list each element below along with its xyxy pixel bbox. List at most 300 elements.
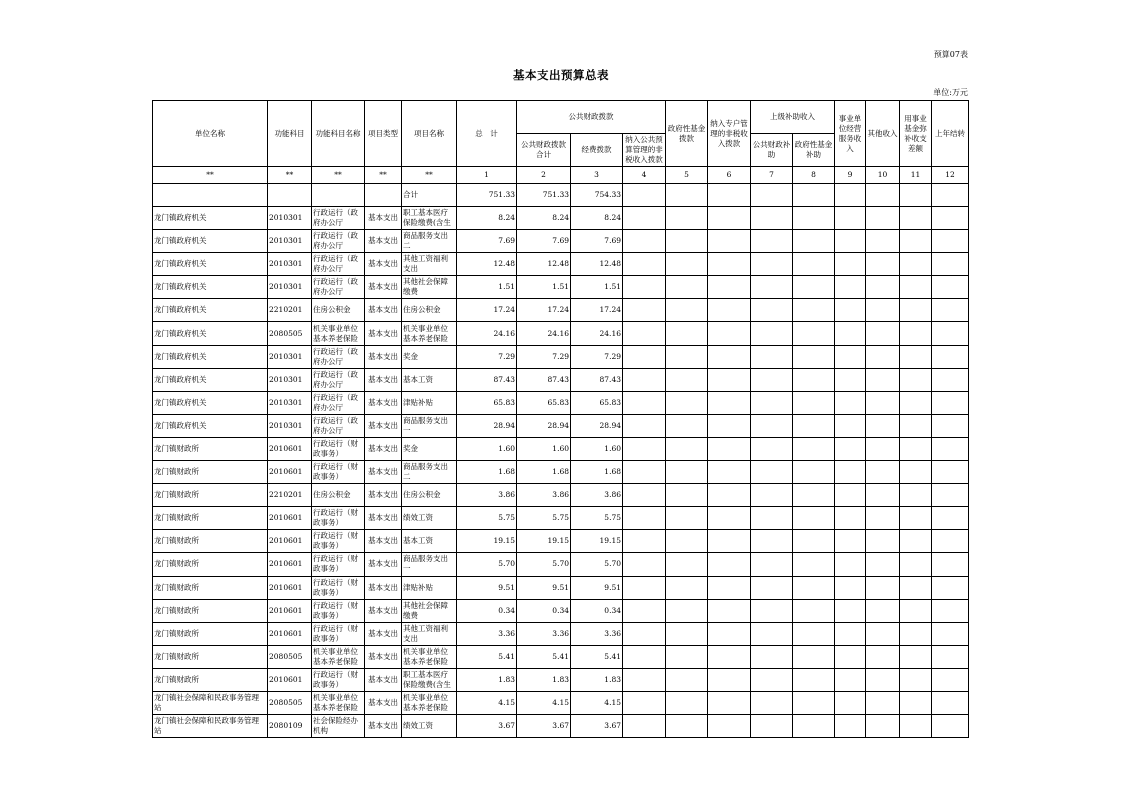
unit-name-cell bbox=[153, 668, 268, 691]
item-type-cell bbox=[365, 230, 402, 253]
empty-cell bbox=[932, 461, 969, 484]
total-cell bbox=[457, 414, 517, 437]
funding-cell bbox=[571, 691, 623, 714]
table-row bbox=[153, 322, 969, 345]
empty-cell bbox=[751, 437, 793, 460]
funding-cell-text: 4.15 bbox=[604, 698, 621, 708]
item-type-cell bbox=[365, 414, 402, 437]
empty-cell bbox=[708, 645, 751, 668]
empty-cell bbox=[751, 414, 793, 437]
unit-name-cell-text: 龙门镇财政所 bbox=[154, 559, 199, 569]
unit-name-cell-text: 龙门镇政府机关 bbox=[154, 351, 207, 361]
table-row bbox=[153, 276, 969, 299]
func-code-cell-text: 2080505 bbox=[269, 328, 303, 338]
item-type-cell-text: 基本支出 bbox=[368, 490, 398, 500]
total-cell-text: 9.51 bbox=[498, 582, 515, 592]
empty-cell bbox=[666, 414, 708, 437]
empty-cell bbox=[751, 622, 793, 645]
func-name-cell-text: 机关事业单位基本养老保险 bbox=[313, 693, 358, 713]
funding-cell bbox=[571, 230, 623, 253]
funding-cell bbox=[571, 645, 623, 668]
func-code-cell-text: 2210201 bbox=[269, 305, 303, 315]
empty-cell bbox=[708, 484, 751, 507]
public-finance-sub-cell-text: 4.15 bbox=[552, 698, 569, 708]
unit-name-cell-text: 龙门镇财政所 bbox=[154, 467, 199, 477]
index-cell: ** bbox=[268, 167, 312, 184]
index-cell: 2 bbox=[517, 167, 571, 184]
item-name-cell bbox=[402, 576, 457, 599]
public-finance-sub-cell-text: 24.16 bbox=[547, 328, 569, 338]
total-cell bbox=[457, 207, 517, 230]
empty-cell bbox=[866, 207, 900, 230]
item-type-cell-text: 基本支出 bbox=[368, 305, 398, 315]
item-name-cell bbox=[402, 507, 457, 530]
total-cell-text: 7.29 bbox=[498, 351, 515, 361]
col-special-non-tax: 纳入专户管理的非税收入拨款 bbox=[708, 101, 751, 167]
empty-cell bbox=[900, 622, 932, 645]
empty-cell bbox=[932, 345, 969, 368]
table-row bbox=[153, 715, 969, 738]
empty-cell bbox=[793, 230, 835, 253]
public-finance-sub-cell bbox=[517, 645, 571, 668]
empty-cell bbox=[751, 322, 793, 345]
empty-cell bbox=[708, 207, 751, 230]
empty-cell bbox=[751, 299, 793, 322]
item-name-cell bbox=[402, 553, 457, 576]
func-code-cell bbox=[268, 507, 312, 530]
item-name-cell-text: 基本工资 bbox=[403, 374, 433, 384]
item-name-cell-text: 职工基本医疗保险缴费(含生 bbox=[403, 669, 451, 689]
func-code-cell bbox=[268, 437, 312, 460]
empty-cell bbox=[623, 599, 666, 622]
item-name-cell-text: 职工基本医疗保险缴费(含生 bbox=[403, 208, 451, 228]
func-name-cell bbox=[312, 484, 365, 507]
func-code-cell-text: 2010301 bbox=[269, 397, 303, 407]
unit-name-cell-text: 龙门镇政府机关 bbox=[154, 420, 207, 430]
public-finance-sub-cell bbox=[517, 507, 571, 530]
func-code-cell-text: 2010601 bbox=[269, 443, 303, 453]
empty-cell bbox=[835, 345, 866, 368]
funding-cell-text: 8.24 bbox=[604, 213, 621, 223]
table-row bbox=[153, 484, 969, 507]
table-row bbox=[153, 507, 969, 530]
public-finance-sub-cell bbox=[517, 484, 571, 507]
table-row bbox=[153, 576, 969, 599]
empty-cell bbox=[900, 230, 932, 253]
unit-name-cell-text: 龙门镇财政所 bbox=[154, 605, 199, 615]
col-superior-public: 公共财政补助 bbox=[751, 134, 793, 167]
total-row bbox=[153, 184, 969, 207]
table-row bbox=[153, 645, 969, 668]
unit-name-cell-text: 龙门镇政府机关 bbox=[154, 282, 207, 292]
funding-cell-text: 3.67 bbox=[604, 721, 621, 731]
public-finance-sub-cell-text: 3.36 bbox=[552, 628, 569, 638]
empty-cell bbox=[793, 437, 835, 460]
item-type-cell-text: 基本支出 bbox=[368, 397, 398, 407]
empty-cell bbox=[751, 207, 793, 230]
func-name-cell bbox=[312, 461, 365, 484]
func-name-cell bbox=[312, 230, 365, 253]
empty-cell bbox=[793, 576, 835, 599]
empty-cell bbox=[835, 253, 866, 276]
total-cell-text: 5.70 bbox=[498, 559, 515, 569]
func-name-cell-text: 行政运行（财政事务） bbox=[313, 462, 358, 482]
index-cell: 1 bbox=[457, 167, 517, 184]
empty-cell bbox=[751, 576, 793, 599]
public-finance-sub-cell-text: 65.83 bbox=[547, 397, 569, 407]
empty-cell bbox=[708, 599, 751, 622]
unit-name-cell-text: 龙门镇社会保障和民政事务管理站 bbox=[154, 716, 259, 736]
total-cell-empty bbox=[835, 184, 866, 207]
col-funding: 经费拨款 bbox=[571, 134, 623, 167]
total-cell-empty bbox=[708, 184, 751, 207]
empty-cell bbox=[751, 553, 793, 576]
empty-cell bbox=[793, 461, 835, 484]
func-code-cell bbox=[268, 553, 312, 576]
item-name-cell-text: 商品服务支出一 bbox=[403, 415, 448, 435]
empty-cell bbox=[932, 322, 969, 345]
table-row bbox=[153, 207, 969, 230]
empty-cell bbox=[932, 207, 969, 230]
unit-name-cell bbox=[153, 299, 268, 322]
func-name-cell bbox=[312, 414, 365, 437]
empty-cell bbox=[623, 276, 666, 299]
empty-cell bbox=[900, 276, 932, 299]
empty-cell bbox=[835, 691, 866, 714]
total-cell-text: 3.67 bbox=[498, 721, 515, 731]
func-name-cell-text: 机关事业单位基本养老保险 bbox=[313, 323, 358, 343]
item-name-cell-text: 机关事业单位基本养老保险 bbox=[403, 646, 448, 666]
empty-cell bbox=[835, 322, 866, 345]
item-type-cell bbox=[365, 299, 402, 322]
public-finance-sub-cell-text: 3.86 bbox=[552, 490, 569, 500]
unit-name-cell-text: 龙门镇财政所 bbox=[154, 628, 199, 638]
total-cell bbox=[457, 299, 517, 322]
empty-cell bbox=[900, 461, 932, 484]
total-cell-empty bbox=[268, 184, 312, 207]
func-code-cell bbox=[268, 622, 312, 645]
funding-cell-text: 1.83 bbox=[604, 674, 621, 684]
func-code-cell bbox=[268, 691, 312, 714]
public-finance-sub-cell bbox=[517, 622, 571, 645]
empty-cell bbox=[666, 484, 708, 507]
index-cell: 9 bbox=[835, 167, 866, 184]
unit-name-cell-text: 龙门镇政府机关 bbox=[154, 305, 207, 315]
func-name-cell-text: 社会保险经办机构 bbox=[313, 716, 358, 736]
empty-cell bbox=[623, 530, 666, 553]
unit-name-cell bbox=[153, 437, 268, 460]
total-label: 合计 bbox=[402, 184, 457, 207]
public-finance-sub-cell bbox=[517, 345, 571, 368]
empty-cell bbox=[866, 230, 900, 253]
empty-cell bbox=[866, 391, 900, 414]
total-cell bbox=[457, 507, 517, 530]
total-cell bbox=[457, 253, 517, 276]
empty-cell bbox=[900, 299, 932, 322]
func-name-cell-text: 机关事业单位基本养老保险 bbox=[313, 646, 358, 666]
public-finance-sub-cell-text: 12.48 bbox=[547, 259, 569, 269]
funding-cell-text: 17.24 bbox=[599, 305, 621, 315]
empty-cell bbox=[708, 299, 751, 322]
col-unit-name: 单位名称 bbox=[153, 101, 268, 167]
funding-cell bbox=[571, 253, 623, 276]
empty-cell bbox=[932, 368, 969, 391]
empty-cell bbox=[866, 715, 900, 738]
item-type-cell bbox=[365, 530, 402, 553]
empty-cell bbox=[623, 253, 666, 276]
total-cell bbox=[457, 576, 517, 599]
unit-name-cell bbox=[153, 484, 268, 507]
func-code-cell-text: 2010301 bbox=[269, 351, 303, 361]
empty-cell bbox=[751, 484, 793, 507]
func-name-cell-text: 行政运行（财政事务） bbox=[313, 669, 358, 689]
table-row bbox=[153, 668, 969, 691]
func-name-cell-text: 行政运行（政府办公厅 bbox=[313, 392, 358, 412]
total-cell bbox=[457, 368, 517, 391]
index-cell: 7 bbox=[751, 167, 793, 184]
public-finance-sub-cell bbox=[517, 230, 571, 253]
public-finance-sub-cell-text: 3.67 bbox=[552, 721, 569, 731]
col-non-tax: 纳入公共预算管理的非税收入拨款 bbox=[623, 134, 666, 167]
item-type-cell bbox=[365, 484, 402, 507]
index-cell: 10 bbox=[866, 167, 900, 184]
unit-name-cell-text: 龙门镇财政所 bbox=[154, 443, 199, 453]
empty-cell bbox=[866, 645, 900, 668]
func-code-cell-text: 2010601 bbox=[269, 559, 303, 569]
item-type-cell-text: 基本支出 bbox=[368, 513, 398, 523]
total-cell bbox=[457, 322, 517, 345]
unit-name-cell bbox=[153, 622, 268, 645]
public-finance-sub-cell bbox=[517, 553, 571, 576]
empty-cell bbox=[666, 207, 708, 230]
item-name-cell-text: 商品服务支出二 bbox=[403, 462, 448, 482]
empty-cell bbox=[623, 507, 666, 530]
empty-cell bbox=[900, 414, 932, 437]
public-finance-sub-cell bbox=[517, 391, 571, 414]
func-name-cell bbox=[312, 645, 365, 668]
empty-cell bbox=[835, 530, 866, 553]
empty-cell bbox=[793, 368, 835, 391]
item-type-cell-text: 基本支出 bbox=[368, 559, 398, 569]
form-number: 预算07表 bbox=[933, 50, 968, 59]
item-name-cell bbox=[402, 322, 457, 345]
unit-name-cell bbox=[153, 230, 268, 253]
funding-cell-text: 5.75 bbox=[604, 513, 621, 523]
func-code-cell-text: 2010301 bbox=[269, 420, 303, 430]
empty-cell bbox=[900, 322, 932, 345]
empty-cell bbox=[835, 299, 866, 322]
empty-cell bbox=[751, 253, 793, 276]
empty-cell bbox=[793, 715, 835, 738]
public-finance-sub-cell bbox=[517, 322, 571, 345]
func-name-cell bbox=[312, 368, 365, 391]
funding-cell bbox=[571, 368, 623, 391]
funding-cell-text: 19.15 bbox=[599, 536, 621, 546]
empty-cell bbox=[751, 507, 793, 530]
empty-cell bbox=[623, 230, 666, 253]
total-cell bbox=[457, 645, 517, 668]
total-cell-empty bbox=[932, 184, 969, 207]
funding-cell bbox=[571, 576, 623, 599]
funding-cell bbox=[571, 345, 623, 368]
funding-cell bbox=[571, 553, 623, 576]
item-type-cell-text: 基本支出 bbox=[368, 259, 398, 269]
func-name-cell bbox=[312, 299, 365, 322]
func-name-cell-text: 行政运行（政府办公厅 bbox=[313, 346, 358, 366]
table-row bbox=[153, 253, 969, 276]
empty-cell bbox=[666, 507, 708, 530]
total-cell-text: 28.94 bbox=[493, 420, 515, 430]
item-type-cell-text: 基本支出 bbox=[368, 536, 398, 546]
index-row bbox=[153, 167, 969, 184]
empty-cell bbox=[900, 691, 932, 714]
item-name-cell bbox=[402, 368, 457, 391]
unit-name-cell-text: 龙门镇政府机关 bbox=[154, 397, 207, 407]
total-cell bbox=[457, 437, 517, 460]
empty-cell bbox=[932, 530, 969, 553]
table-row bbox=[153, 691, 969, 714]
func-code-cell-text: 2080505 bbox=[269, 651, 303, 661]
empty-cell bbox=[900, 484, 932, 507]
funding-cell-text: 3.86 bbox=[604, 490, 621, 500]
item-name-cell-text: 住房公积金 bbox=[403, 305, 441, 315]
empty-cell bbox=[708, 414, 751, 437]
empty-cell bbox=[900, 553, 932, 576]
empty-cell bbox=[751, 345, 793, 368]
empty-cell bbox=[866, 622, 900, 645]
item-type-cell bbox=[365, 253, 402, 276]
empty-cell bbox=[900, 645, 932, 668]
item-type-cell bbox=[365, 553, 402, 576]
total-cell-text: 19.15 bbox=[493, 536, 515, 546]
empty-cell bbox=[666, 253, 708, 276]
empty-cell bbox=[793, 345, 835, 368]
public-finance-sub-cell bbox=[517, 599, 571, 622]
col-func-name: 功能科目名称 bbox=[312, 101, 365, 167]
unit-name-cell bbox=[153, 507, 268, 530]
empty-cell bbox=[793, 668, 835, 691]
index-cell: ** bbox=[312, 167, 365, 184]
empty-cell bbox=[835, 576, 866, 599]
public-finance-sub-cell bbox=[517, 253, 571, 276]
unit-name-cell-text: 龙门镇财政所 bbox=[154, 513, 199, 523]
total-cell-text: 12.48 bbox=[493, 259, 515, 269]
table-row bbox=[153, 299, 969, 322]
empty-cell bbox=[793, 322, 835, 345]
func-name-cell-text: 住房公积金 bbox=[313, 305, 351, 315]
public-finance-sub-cell bbox=[517, 276, 571, 299]
empty-cell bbox=[666, 299, 708, 322]
func-name-cell-text: 行政运行（财政事务） bbox=[313, 600, 358, 620]
funding-cell bbox=[571, 276, 623, 299]
total-cell-empty bbox=[153, 184, 268, 207]
empty-cell bbox=[932, 391, 969, 414]
col-carryover: 上年结转 bbox=[932, 101, 969, 167]
empty-cell bbox=[623, 622, 666, 645]
empty-cell bbox=[835, 507, 866, 530]
func-code-cell-text: 2080109 bbox=[269, 721, 303, 731]
public-finance-sub-cell-text: 28.94 bbox=[547, 420, 569, 430]
funding-cell bbox=[571, 461, 623, 484]
unit-name-cell bbox=[153, 414, 268, 437]
item-name-cell-text: 津贴补贴 bbox=[403, 582, 433, 592]
empty-cell bbox=[793, 691, 835, 714]
total-cell-empty bbox=[312, 184, 365, 207]
empty-cell bbox=[835, 461, 866, 484]
func-name-cell-text: 行政运行（财政事务） bbox=[313, 577, 358, 597]
item-name-cell bbox=[402, 599, 457, 622]
empty-cell bbox=[866, 553, 900, 576]
empty-cell bbox=[666, 391, 708, 414]
unit-name-cell-text: 龙门镇财政所 bbox=[154, 536, 199, 546]
public-finance-sub-cell bbox=[517, 299, 571, 322]
funding-cell-text: 28.94 bbox=[599, 420, 621, 430]
funding-cell-text: 65.83 bbox=[599, 397, 621, 407]
empty-cell bbox=[835, 437, 866, 460]
func-code-cell-text: 2010301 bbox=[269, 213, 303, 223]
func-code-cell-text: 2010601 bbox=[269, 674, 303, 684]
table-row bbox=[153, 391, 969, 414]
total-cell-text: 65.83 bbox=[493, 397, 515, 407]
item-type-cell-text: 基本支出 bbox=[368, 674, 398, 684]
empty-cell bbox=[835, 414, 866, 437]
func-code-cell-text: 2010301 bbox=[269, 259, 303, 269]
unit-name-cell bbox=[153, 207, 268, 230]
unit-name-cell bbox=[153, 345, 268, 368]
empty-cell bbox=[900, 207, 932, 230]
item-name-cell bbox=[402, 253, 457, 276]
total-cell bbox=[457, 715, 517, 738]
func-name-cell-text: 行政运行（财政事务） bbox=[313, 531, 358, 551]
empty-cell bbox=[793, 530, 835, 553]
func-name-cell bbox=[312, 507, 365, 530]
item-name-cell-text: 奖金 bbox=[403, 443, 418, 453]
empty-cell bbox=[900, 668, 932, 691]
empty-cell bbox=[835, 391, 866, 414]
total-cell-text: 0.34 bbox=[498, 605, 515, 615]
index-cell: 8 bbox=[793, 167, 835, 184]
empty-cell bbox=[932, 437, 969, 460]
empty-cell bbox=[708, 322, 751, 345]
total-cell-text: 3.36 bbox=[498, 628, 515, 638]
empty-cell bbox=[835, 553, 866, 576]
empty-cell bbox=[708, 668, 751, 691]
col-other-income: 其他收入 bbox=[866, 101, 900, 167]
empty-cell bbox=[866, 576, 900, 599]
empty-cell bbox=[866, 461, 900, 484]
total-cell bbox=[457, 230, 517, 253]
empty-cell bbox=[623, 322, 666, 345]
func-name-cell bbox=[312, 553, 365, 576]
func-code-cell bbox=[268, 414, 312, 437]
item-type-cell-text: 基本支出 bbox=[368, 328, 398, 338]
unit-label: 单位:万元 bbox=[933, 88, 968, 97]
public-finance-sub-cell bbox=[517, 691, 571, 714]
funding-cell bbox=[571, 207, 623, 230]
item-type-cell-text: 基本支出 bbox=[368, 420, 398, 430]
func-code-cell bbox=[268, 368, 312, 391]
unit-name-cell-text: 龙门镇财政所 bbox=[154, 674, 199, 684]
table-row bbox=[153, 622, 969, 645]
empty-cell bbox=[666, 530, 708, 553]
total-cell bbox=[457, 276, 517, 299]
func-name-cell-text: 行政运行（政府办公厅 bbox=[313, 231, 358, 251]
item-type-cell bbox=[365, 276, 402, 299]
empty-cell bbox=[708, 391, 751, 414]
func-name-cell-text: 行政运行（财政事务） bbox=[313, 438, 358, 458]
unit-name-cell bbox=[153, 322, 268, 345]
unit-name-cell-text: 龙门镇财政所 bbox=[154, 582, 199, 592]
